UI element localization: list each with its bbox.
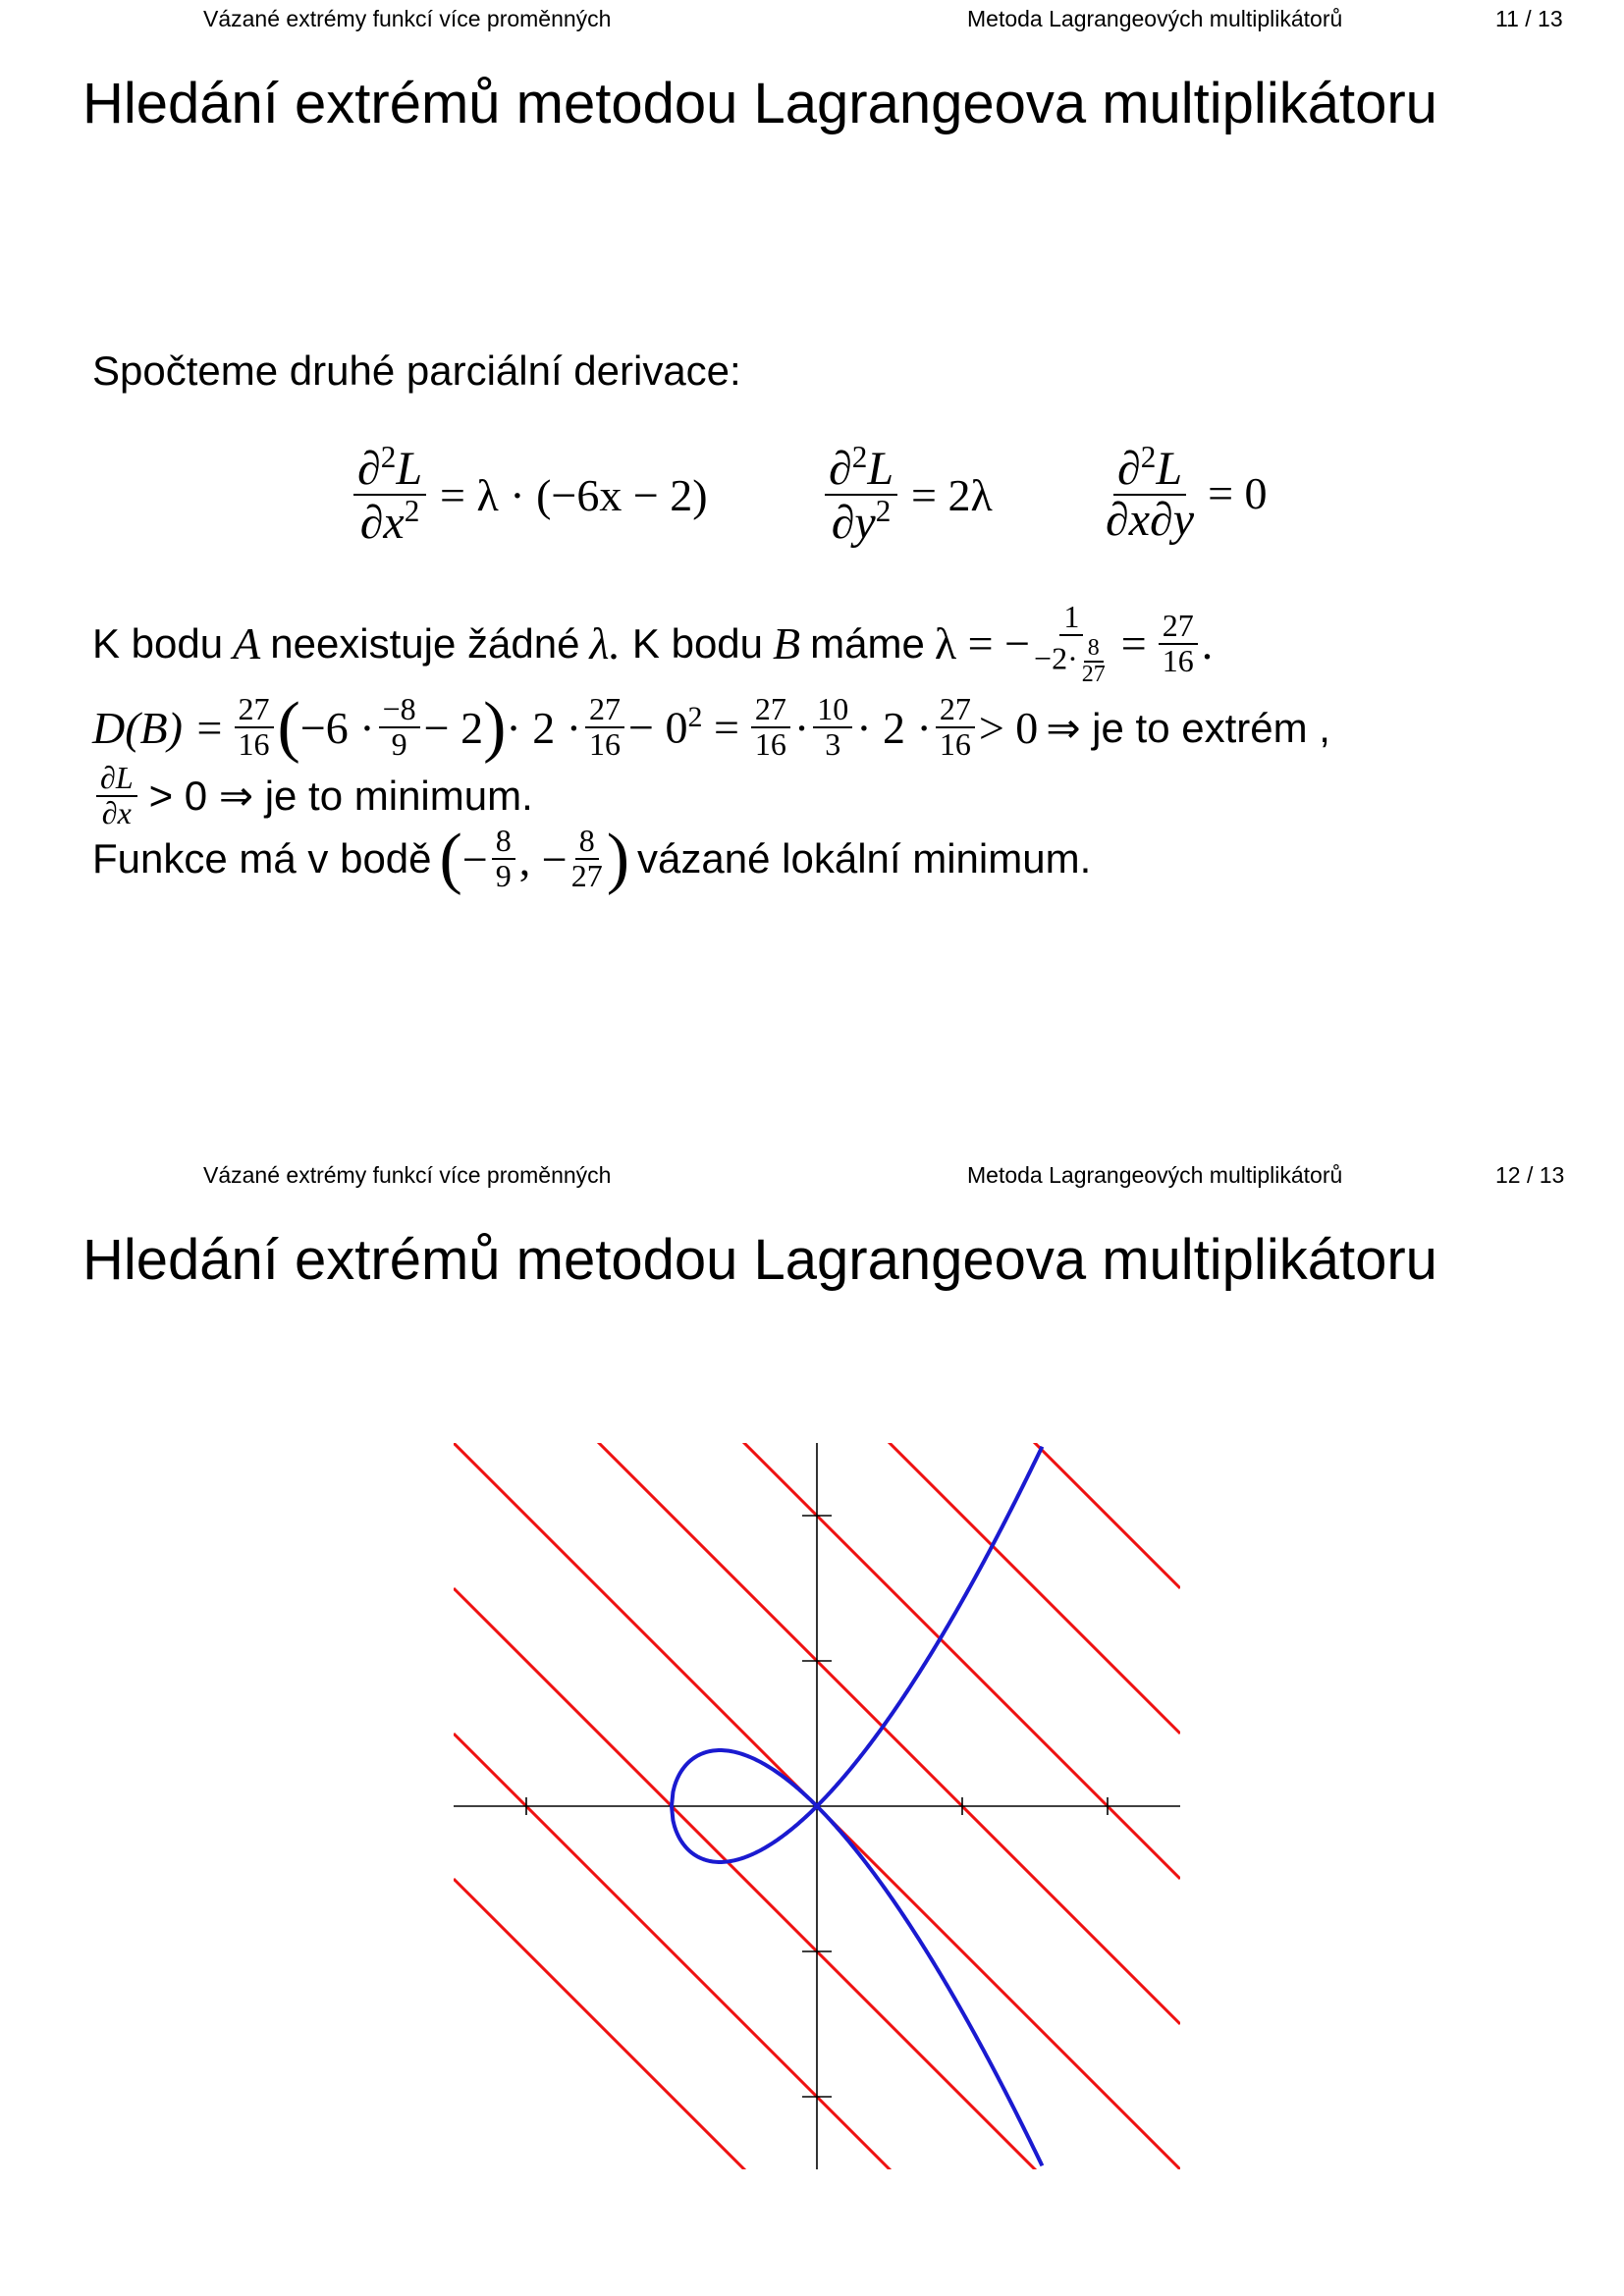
text-segment: > 0 ⇒ je to minimum.: [148, 773, 533, 820]
fraction: $\frac{\partial^2L}{\partial x\partial y}$: [1106, 440, 1195, 547]
intro-text: Spočteme druhé parciální derivace:: [92, 347, 741, 394]
fraction: 1 −2· $\frac{8}{27}$: [1034, 599, 1106, 687]
slide-title: Hledání extrémů metodou Lagrangeova multiplikátoru: [82, 72, 1437, 135]
fraction: $\frac{8}{9}$: [492, 825, 515, 892]
fraction: $\frac{\partial L}{\partial x}$: [96, 762, 137, 829]
math-term: − $0^2$ =: [628, 701, 739, 753]
text-segment: vázané lokální minimum.: [637, 835, 1092, 881]
equals-sign: =: [1120, 618, 1147, 669]
paren: (: [439, 821, 462, 896]
header-left: Vázané extrémy funkcí více proměnných: [203, 6, 612, 31]
math-term: · 2 ·: [506, 702, 582, 753]
lambda-line: [92, 601, 1213, 687]
fraction: $\frac{27}{16}$: [1159, 610, 1198, 677]
equation-d2L-dy2: [821, 442, 993, 549]
equation-rhs: = λ · (−6x − 2): [440, 469, 708, 520]
header-page: 11 / 13: [1495, 6, 1563, 31]
text-segment: K bodu: [631, 619, 764, 667]
math-term: ·: [793, 702, 810, 753]
lambda-expression: λ = −: [934, 618, 1031, 669]
period: .: [1201, 618, 1214, 669]
math-term: > 0: [978, 702, 1039, 753]
text-segment: Funkce má v bodě: [92, 835, 432, 881]
fraction: $\frac{-8}{9}$: [379, 693, 420, 761]
math-term: −6 ·: [299, 702, 375, 753]
fraction: $\frac{27}{16}$: [235, 693, 274, 761]
header-center: Metoda Lagrangeových multiplikátorů: [967, 1162, 1343, 1188]
equation-d2L-dx2: [350, 442, 708, 549]
minimum-line: [92, 762, 533, 829]
fraction: $\frac{\partial^2L}{\partial x^2}$: [353, 442, 426, 549]
paren: (: [277, 689, 300, 765]
point-a: A: [233, 618, 261, 669]
header-left: Vázané extrémy funkcí více proměnných: [203, 1162, 612, 1188]
hessian-line: [92, 689, 1330, 765]
paren: ): [606, 821, 630, 896]
math-term: · 2 ·: [856, 702, 932, 753]
point-b: B: [773, 618, 801, 669]
fraction: $\frac{\partial^2L}{\partial y^2}$: [825, 442, 897, 549]
fraction: $\frac{8}{27}$: [570, 823, 603, 893]
text-segment: K bodu: [92, 619, 224, 667]
equation-rhs: = 0: [1208, 468, 1268, 519]
fraction: $\frac{27}{16}$: [751, 693, 790, 761]
fraction: $\frac{27}{16}$: [585, 693, 624, 761]
text-segment: ⇒ je to extrém ,: [1046, 704, 1330, 751]
equation-d2L-dxdy: [1102, 442, 1268, 546]
header-center: Metoda Lagrangeových multiplikátorů: [967, 6, 1343, 31]
slide-title: Hledání extrémů metodou Lagrangeova multiplikátoru: [82, 1228, 1437, 1292]
equation-rhs: = 2λ: [911, 469, 993, 520]
header-page: 12 / 13: [1495, 1162, 1565, 1188]
text-segment: máme: [810, 619, 925, 667]
hessian-label: D(B) =: [92, 702, 225, 753]
fraction: $\frac{10}{3}$: [813, 693, 852, 761]
fraction: $\frac{27}{16}$: [936, 693, 975, 761]
math-term: , −: [518, 833, 568, 884]
lambda-symbol: λ.: [589, 618, 621, 669]
math-term: −: [461, 833, 488, 884]
paren: ): [483, 689, 507, 765]
constraint-plot: [454, 1443, 1180, 2169]
conclusion-line: [92, 821, 1092, 896]
text-segment: neexistuje žádné: [270, 619, 580, 667]
math-term: − 2: [423, 702, 484, 753]
